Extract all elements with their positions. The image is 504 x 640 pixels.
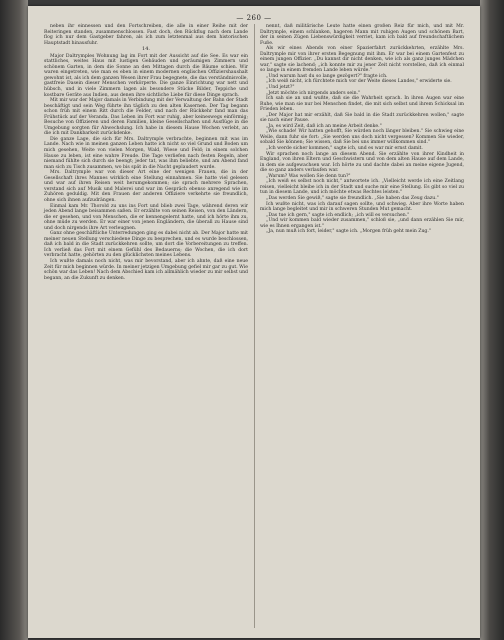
paragraph: Die ganze Lage, die sich für Mrs. Daltrymple verbrachte, beginnen mit was im Lande. Nach wie in meinen ganzen Leben hatte ich nicht so viel Grund und Boden um mich gesehen, Weite von vielen Morgen, Wald, Wiese und Feld; in einem solchen Hause zu leben, ist eine wahre Freude. Die Tage verliefen nach festen Regeln, aber niemand fühlte sich durch sie beengt; jeder tat, was ihm beliebte, und am Abend fand man sich zu Tisch zusammen, wo bis spät in die Nacht geplaudert wurde. [44, 136, 248, 170]
left-column [44, 24, 248, 281]
paragraph: „Wie schade! Wir hatten gehofft, Sie würden noch länger bleiben." Sie schwieg eine Weile, dann fuhr sie fort: „Sie werden uns doch nicht vergessen? Kommen Sie wieder, sobald Sie können; Sie wissen, daß Sie bei uns immer willkommen sind." [260, 129, 464, 146]
paragraph: Wir sprachen noch lange an diesem Abend. Sie erzählte von ihrer Kindheit in England, von ihren Eltern und Geschwistern und von dem alten Hause auf dem Lande, in dem sie aufgewachsen war. Ich hörte zu und dachte dabei an meine eigene Jugend, die so ganz anders verlaufen war. [260, 151, 464, 174]
paragraph: Ich sah sie an und wußte, daß sie die Wahrheit sprach. In ihren Augen war eine Ruhe, wie man sie nur bei Menschen findet, die mit sich selbst und ihrem Schicksal im Frieden leben. [260, 96, 464, 113]
paragraph: Einmal kam Mr. Thorold zu uns ins Fort und blieb zwei Tage, während deren wir jeden Abend lange beisammen saßen. Er erzählte von seinen Reisen, von den Ländern, die er gesehen, und von Menschen, die er kennengelernt hatte, und ich hörte ihm zu, ohne müde zu werden. Er war einer von jenen Engländern, die überall zu Hause sind und doch nirgends ihre Art verleugnen. [44, 203, 248, 231]
paragraph: Mrs. Daltrymple war von dieser Art eine der wenigen Frauen, die in der Gesellschaft ihres Mannes wirklich eine Stellung einnahmen. Sie hatte viel gelesen und war auf ihren Reisen weit herumgekommen; sie sprach mehrere Sprachen, verstand sich auf Musik und Malerei und war im Gespräch ebenso anregend wie im Zuhören geduldig. Mit den Frauen der anderen Offiziere verkehrte sie freundlich, ohne sich ihnen aufzudrängen. [44, 170, 248, 203]
paragraph: „Ja, nun muß ich fort, leider," sagte ich. „Morgen früh geht mein Zug." [266, 229, 431, 235]
paragraph: „Ich weiß es selbst noch nicht," antwortete ich. „Vielleicht werde ich eine Zeitlang reisen, vielleicht bleibe ich in der Stadt und suche mir eine Stellung. Es gibt so viel zu tun in diesem Lande, und ich möchte etwas Rechtes leisten." [260, 179, 464, 196]
paragraph: „Jetzt möchte ich nirgends anders sein." [266, 90, 361, 96]
paragraph: „Der Major hat mir erzählt, daß Sie bald in die Stadt zurückkehren wollen," sagte sie nach einer Pause. [260, 112, 464, 124]
paragraph: neben ihr einnessen und den Fortschreiben, die alle in einer Reihe mit der Reiteringen standen, zusammenschlossen. Fast doch, den Rückflug nach dem Lande flog ich nur dem Gastgeber fahren, als ich zum letztenmal aus dem historischen Hauptstadt hinausfuhr. [44, 24, 248, 46]
paragraph: Ich wußte damals noch nicht, was mir bevorstand, aber ich ahnte, daß eine neue Zeit für mich beginnen würde. In meiner jetzigen Umgebung gefiel mir gar zu gut. Wie schön war das Leben! Nach dem Abschied kam ich allmählich wieder zu mir selbst und begann, an die Zukunft zu denken. [44, 258, 248, 281]
paragraph: „Und wir kommen bald wieder zusammen," schloß sie, „und dann erzählen Sie mir, wie es Ihnen ergangen ist." [260, 218, 464, 229]
paragraph: Major Daltrymples Wohnung lag im Fort mit der Aussicht auf die See. Es war ein stattliches, weites Haus mit lustigen Gebäuden und geräumigen Zimmern und schönem Garten, in dem die Sonne an den Mittagen durch die Bäume schien. Wir waren eingetreten, wie man es eben in einem modernen englischen Offiziershaushalt gewohnt ist, als ich dem ganzen Wesen ihrer Frau begegnete, die das verständnisvolle, gastfreie Dasein dieser Menschen verkörperte. Die ganze Einrichtung war nett und hübsch, und in viele Zimmern lagen als besondere Stücke Bilder, Teppiche und kostbare Geräte aus Indien, aus denen ihre sichtliche Liebe für diese Dinge sprach. [44, 53, 248, 98]
paragraph: „Und warum hast du so lange gezögert?" fragte ich. [266, 73, 388, 79]
scan-edge-right [480, 0, 504, 640]
paragraph: „Warum? Was wollen Sie denn tun?" [266, 173, 351, 179]
book-page [28, 6, 480, 638]
page-number: — 260 — [236, 14, 272, 22]
paragraph: „Das werden Sie gewiß," sagte sie freundlich. „Sie haben das Zeug dazu." [266, 195, 439, 201]
paragraph: „Ich weiß nicht, ich fürchtete mich vor der Weite dieses Landes," erwiderte sie. [266, 79, 452, 85]
scan-edge-left [0, 0, 28, 640]
section-number: 14. [142, 46, 150, 53]
paragraph: Ganz ohne geschäftliche Unterredungen ging es dabei nicht ab. Der Major hatte mit meiner neuen Stellung verschiedene Dinge zu besprechen, und es wurde beschlossen, daß ich bald in die Stadt zurückkehren sollte, um dort die Vorbereitungen zu treffen. Ich verließ das Fort mit einem Gefühl des Bedauerns; die Wochen, die ich dort verbracht hatte, gehörten zu den glücklichsten meines Lebens. [44, 231, 248, 259]
paragraph: nennt, daß militärische Leute hatte einen großen Reiz für mich, und mit Mr. Daltrymple, einem schlanken, hageren Mann mit ruhigen Augen und schönem Bart, der in seinen Zügen Liebenswürdigkeit verriet, kam ich bald auf freundschaftlichem Fuße. [260, 24, 464, 46]
paragraph: Als wir eines Abends von einer Spazierfahrt zurückkehrten, erzählte Mrs. Daltrymple mir von ihrer ersten Begegnung mit ihm. Er war bei einem Gartenfest zu einem jungen Offizier. „Du kannst dir nicht denken, wie ich als ganz junges Mädchen war," sagte sie lachend; „ich konnte mir zu jener Zeit nicht vorstellen, daß ich einmal so lange in einem fremden Lande leben würde." [260, 46, 464, 74]
paragraph: „Ich werde sicher kommen," sagte ich, und es war mir ernst damit. [266, 146, 423, 152]
right-column [260, 24, 464, 235]
paragraph: „Das tue ich gern," sagte ich endlich; „ich will es versuchen." [266, 212, 410, 218]
paragraph: Ich wußte nicht, was ich darauf sagen sollte, und schwieg. Aber ihre Worte haben mich lange begleitet und mir in schweren Stunden Mut gemacht. [260, 201, 464, 213]
paragraph: „Und jetzt?" [266, 85, 295, 91]
column-divider [254, 24, 255, 628]
paragraph: Mit mir war der Major damals in Verbindung mit der Verwaltung der Bahn der Stadt beschäftigt und sein Weg führte ihn täglich zu den alten Kasernen. Der Tag begann schon früh mit einem Ritt durch die Felder, und nach der Rückkehr fand man das Frühstück auf der Veranda. Das Leben im Fort war ruhig, aber keineswegs einförmig; Besuche von Offizieren und deren Familien, kleine Gesellschaften und Ausflüge in die Umgebung sorgten für Abwechslung. Ich habe in diesem Hause Wochen verlebt, an die ich mit Dankbarkeit zurückdenke. [44, 98, 248, 137]
paragraph: „Ja, es wird Zeit, daß ich an meine Arbeit denke." [266, 123, 382, 129]
